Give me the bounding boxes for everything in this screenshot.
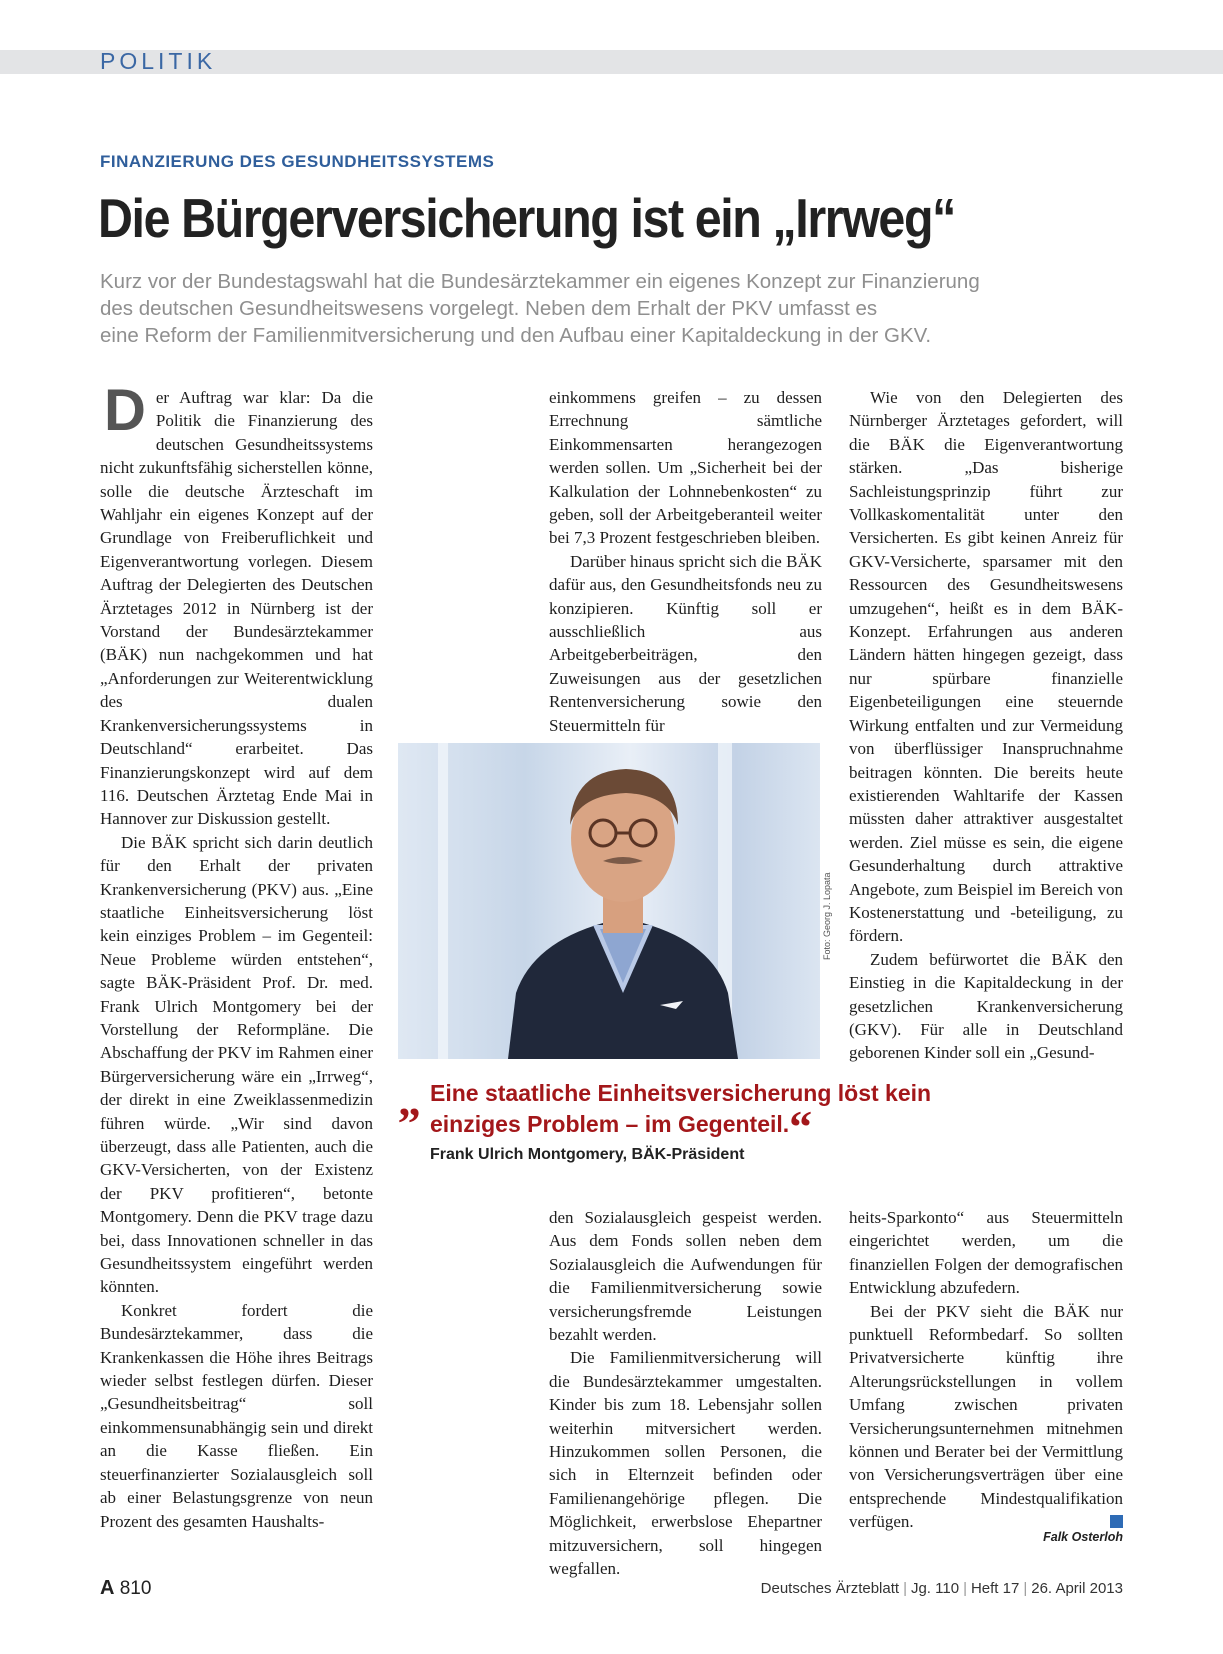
page-number: [100, 1577, 151, 1600]
paragraph-text: Bei der PKV sieht die BÄK nur punktuell Reformbedarf. So sollten Privatversicherte künftig ihre Alterungsrückstellungen in vollem Umfang zwischen privaten Versicherungsunternehmen mitnehmen können und Berater bei der Vermittlung von Versicherungsverträgen über eine entsprechende Mindestqualifikation verfügen.: [849, 1301, 1123, 1532]
quote-open-mark: „: [398, 1074, 421, 1125]
column-3-bottom: [849, 1206, 1123, 1534]
issue-date: 26. April 2013: [1031, 1580, 1123, 1597]
paragraph: [849, 1300, 1123, 1534]
drop-cap: D: [104, 378, 146, 443]
page-value: 810: [119, 1578, 152, 1599]
issue: Heft 17: [970, 1580, 1020, 1597]
volume: Jg. 110: [910, 1580, 960, 1597]
page-prefix: A: [100, 1577, 115, 1599]
kicker: FINANZIERUNG DES GESUNDHEITSSYSTEMS: [100, 152, 495, 171]
paragraph: den Sozialausgleich gespeist werden. Aus dem Fonds sollen neben dem Sozialausgleich die Aufwendungen für die Familienmitversicherung sowie versicherungsfremde Leistungen bezahlt werden.: [549, 1208, 822, 1345]
divider: |: [903, 1580, 907, 1597]
divider: |: [963, 1580, 967, 1597]
publication-name: Deutsches Ärzteblatt: [760, 1580, 900, 1597]
column-3-top: [849, 386, 1123, 1065]
paragraph: Wie von den Delegierten des Nürnberger Ärztetages gefordert, will die BÄK die Eigenverantwortung stärken. „Das bisherige Sachleistungsprinzip führt zur Vollkaskomentalität unter den Versicherten. Es gibt keinen Anreiz für GKV-Versicherte, sparsamer mit den Ressourcen des Gesundheitswesens umzugehen“, heißt es in dem BÄK-Konzept. Erfahrungen aus anderen Ländern hätten hingegen gezeigt, dass nur spürbare finanzielle Eigenbeteiligungen eine steuernde Wirkung entfalten und zur Vermeidung von überflüssiger Inanspruchnahme beitragen könnten. Die bereits heute existierenden Wahltarife der Kassen müssten daher attraktiver ausgestaltet werden. Ziel müsse es sein, die eigene Gesunderhaltung durch attraktive Angebote, zum Beispiel im Bereich von Kostenerstattung und -beteiligung, zu fördern.: [849, 388, 1123, 946]
paragraph: heits-Sparkonto“ aus Steuermitteln eingerichtet werden, um die finanziellen Folgen der demografischen Entwicklung abzufedern.: [849, 1208, 1123, 1298]
deck-line: eine Reform der Familienmitversicherung und den Aufbau einer Kapitaldeckung in der GKV.: [100, 324, 932, 347]
pull-quote: [398, 1074, 932, 1152]
portrait-illustration: [398, 743, 820, 1059]
divider: |: [1023, 1580, 1028, 1597]
paragraph: Zudem befürwortet die BÄK den Einstieg in die Kapitaldeckung in der gesetzlichen Krankenversicherung (GKV). Für alle in Deutschland geborenen Kinder soll ein „Gesund-: [849, 949, 1123, 1063]
paragraph: Darüber hinaus spricht sich die BÄK dafür aus, den Gesundheitsfonds neu zu konzipieren. Künftig soll er ausschließlich aus Arbeitgeberbeiträgen, den Zuweisungen aus der gesetzlichen Rentenversicherung sowie den Steuermitteln für: [549, 551, 822, 735]
quote-close-mark: “: [789, 1101, 813, 1152]
deck-line: Kurz vor der Bundestagswahl hat die Bundesärztekammer ein eigenes Konzept zur Finanzierung: [100, 270, 980, 293]
portrait-photo: [398, 743, 820, 1059]
column-2-top: [549, 386, 822, 737]
photo-credit: Foto: Georg J. Lopata: [822, 872, 832, 960]
end-square-icon: [1110, 1515, 1123, 1528]
deck-line: des deutschen Gesundheitswesens vorgelegt. Neben dem Erhalt der PKV umfasst es: [100, 297, 878, 320]
paragraph: Die BÄK spricht sich darin deutlich für den Erhalt der privaten Krankenversicherung (PKV) aus. „Eine staatliche Einheitsversicherung löst kein einziges Problem – im Gegenteil: Neue Probleme würden entstehen“, sagte BÄK-Präsident Prof. Dr. med. Frank Ulrich Montgomery bei der Vorstellung der Reformpläne. Die Abschaffung der PKV im Rahmen einer Bürgerversicherung wäre ein „Irrweg“, der direkt in eine Zweiklassenmedizin führen würde. „Wir sind davon überzeugt, dass alle Patienten, auch die GKV-Versicherten, von der Existenz der PKV profitieren“, betonte Montgomery. Denn die PKV trage dazu bei, dass Innovationen schneller in das Gesundheitssystem eingeführt werden könnten.: [100, 832, 373, 1297]
quote-line-text: einziges Problem – im Gegenteil.: [430, 1111, 790, 1137]
quote-line: [398, 1101, 931, 1152]
paragraph: Die Familienmitversicherung will die Bundesärztekammer umgestalten. Kinder bis zum 18. Lebensjahr sollen weiterhin mitversichert werden. Hinzukommen sollen Personen, die sich in Elternzeit befinden oder Familienangehörige pflegen. Die Möglichkeit, erwerbslose Ehepartner mitzuversichern, soll hingegen wegfallen.: [549, 1348, 822, 1579]
quote-attribution: Frank Ulrich Montgomery, BÄK-Präsident: [430, 1146, 745, 1163]
column-2-bottom: [549, 1206, 822, 1581]
author-byline: Falk Osterloh: [1043, 1530, 1123, 1544]
headline: Die Bürgerversicherung ist ein „Irrweg“: [98, 187, 955, 249]
paragraph: Konkret fordert die Bundesärztekammer, dass die Krankenkassen die Höhe ihres Beitrags wieder selbst festlegen dürfen. Dieser „Gesundheitsbeitrag“ soll einkommensunabhängig sein und direkt an die Kasse fließen. Ein steuerfinanzierter Sozialausgleich soll ab einer Belastungsgrenze von neun Prozent des gesamten Haushalts-: [100, 1300, 373, 1531]
column-1: [100, 378, 373, 1533]
section-label: POLITIK: [100, 48, 217, 74]
footer-citation: [761, 1580, 1123, 1597]
paragraph-text: er Auftrag war klar: Da die Politik die Finanzierung des deutschen Gesundheitssystems nicht zukunftsfähig sicherstellen könne, solle die deutsche Ärzteschaft im Wahljahr ein eigenes Konzept auf der Grundlage von Freiberuflichkeit und Eigenverantwortung vorlegen. Diesem Auftrag der Delegierten des Deutschen Ärztetages 2012 in Nürnberg ist der Vorstand der Bundesärztekammer (BÄK) nun nachgekommen und hat „Anforderungen zur Weiterentwicklung des dualen Krankenversicherungssystems in Deutschland“ erarbeitet. Das Finanzierungskonzept wird auf dem 116. Deutschen Ärztetag Ende Mai in Hannover zur Diskussion gestellt.: [100, 388, 373, 829]
paragraph: einkommens greifen – zu dessen Errechnung sämtliche Einkommensarten herangezogen werden sollen. Um „Sicherheit bei der Kalkulation der Lohnnebenkosten“ zu geben, soll der Arbeitgeberanteil weiter bei 7,3 Prozent festgeschrieben bleiben.: [549, 388, 822, 548]
deck: [100, 268, 1140, 349]
paragraph: [100, 378, 373, 831]
quote-line: Eine staatliche Einheitsversicherung löst kein: [430, 1080, 932, 1106]
